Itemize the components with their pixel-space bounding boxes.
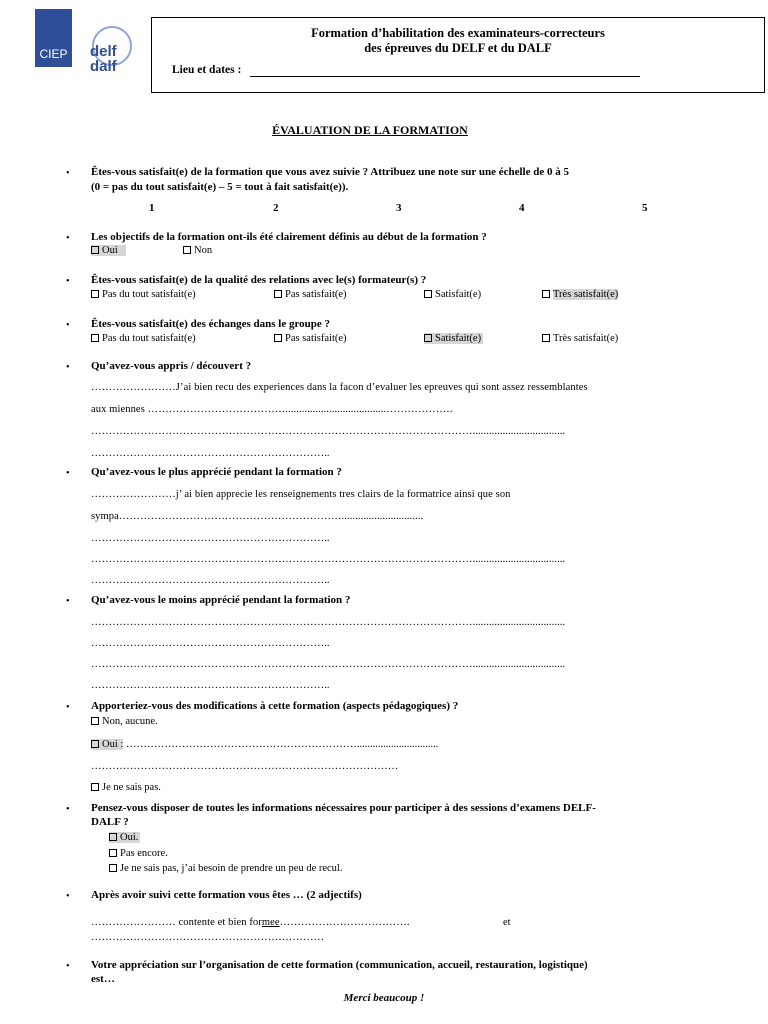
bullet: •	[66, 362, 70, 373]
q10-text: Après avoir suivi cette formation vous êtes … (2 adjectifs)	[91, 889, 362, 901]
q8-option-oui[interactable]	[91, 739, 438, 750]
q4-option-tres[interactable]	[542, 333, 618, 344]
q8-text: Apporteriez-vous des modifications à cette formation (aspects pédagogiques) ?	[91, 700, 459, 712]
q4-option-pas-du-tout[interactable]	[91, 333, 196, 344]
scale-5[interactable]: 5	[642, 202, 648, 214]
q5-answer-line[interactable]: ……………………J’ai bien recu des experiences dans la facon d’evaluer les epreuves qui sont assez ressemblantes	[91, 382, 588, 393]
q6-text: Qu’avez-vous le plus apprécié pendant la formation ?	[91, 466, 342, 478]
checkbox-icon	[424, 334, 432, 342]
bullet: •	[66, 596, 70, 607]
q11-line1: Votre appréciation sur l’organisation de cette formation (communication, accueil, restauration, logistique)	[91, 959, 588, 971]
bullet: •	[66, 276, 70, 287]
q9-option-nsp[interactable]	[109, 863, 342, 874]
q5-answer-line[interactable]: ………………………………………………………………………………………………..................................	[91, 426, 566, 437]
q5-answer-line[interactable]: …………………………………………………………..	[91, 448, 330, 459]
scale-2[interactable]: 2	[273, 202, 279, 214]
q9-option-oui-selected[interactable]	[109, 832, 140, 843]
q6-answer-line[interactable]: ………………………………………………………………………………………………..................................	[91, 554, 566, 565]
checkbox-icon	[91, 334, 99, 342]
q10-answer-b: mee	[261, 917, 280, 928]
q3-option-pas-du-tout[interactable]	[91, 289, 196, 300]
q2-option-oui[interactable]	[91, 245, 126, 256]
q7-answer-line[interactable]: …………………………………………………………..	[91, 680, 330, 691]
q2-option-non[interactable]	[183, 245, 212, 256]
q4-option-label: Pas du tout satisfait(e)	[102, 333, 196, 344]
q4-option-label: Satisfait(e)	[435, 333, 482, 344]
q5-text: Qu’avez-vous appris / découvert ?	[91, 360, 252, 372]
q8-oui-answer-line[interactable]: …………………………………………………………...............................	[125, 739, 439, 750]
q8-oui-label: Oui :	[102, 739, 124, 750]
delf-dalf-logo	[84, 30, 136, 75]
q4-option-label: Très satisfait(e)	[553, 333, 619, 344]
q3-option-label: Pas satisfait(e)	[285, 289, 347, 300]
bullet: •	[66, 233, 70, 244]
checkbox-icon	[274, 290, 282, 298]
q7-answer-line[interactable]: ………………………………………………………………………………………………..................................	[91, 659, 566, 670]
q6-answer-line[interactable]: …………………………………………………………..	[91, 533, 330, 544]
bullet: •	[66, 804, 70, 815]
q9-nsp-label: Je ne sais pas, j’ai besoin de prendre un peu de recul.	[120, 863, 343, 874]
q2-oui-label: Oui	[102, 245, 118, 256]
ciep-logo-text: CIEP	[39, 47, 68, 61]
checkbox-icon	[274, 334, 282, 342]
checkbox-icon	[91, 740, 99, 748]
header-title-line2: des épreuves du DELF et du DALF	[364, 41, 552, 55]
q10-dots: ……………………………….	[279, 917, 410, 928]
checkbox-icon	[109, 833, 117, 841]
bullet: •	[66, 168, 70, 179]
checkbox-icon	[542, 290, 550, 298]
q11-line2: est…	[91, 973, 115, 985]
q10-answer-a: contente et bien for	[175, 917, 262, 928]
q4-text: Êtes-vous satisfait(e) des échanges dans le groupe ?	[91, 318, 331, 330]
q3-text: Êtes-vous satisfait(e) de la qualité des relations avec le(s) formateur(s) ?	[91, 274, 427, 286]
header-box	[151, 17, 765, 93]
scale-3[interactable]: 3	[396, 202, 402, 214]
q7-answer-line[interactable]: ………………………………………………………………………………………………..................................	[91, 617, 566, 628]
header-title-line1: Formation d’habilitation des examinateurs-correcteurs	[311, 26, 605, 40]
q10-answer-line2[interactable]: …………………………………………………………	[91, 932, 325, 943]
q8-non-label: Non, aucune.	[102, 716, 158, 727]
scale-4[interactable]: 4	[519, 202, 525, 214]
q1-line1: Êtes-vous satisfait(e) de la formation que vous avez suivie ? Attribuez une note sur une échelle de 0 à 5	[91, 166, 569, 178]
q8-answer-line[interactable]: ……………………………………………………………………………	[91, 761, 399, 772]
q3-option-label: Satisfait(e)	[435, 289, 482, 300]
q3-option-label: Pas du tout satisfait(e)	[102, 289, 196, 300]
q3-option-label-selected: Très satisfait(e)	[553, 289, 619, 300]
q4-option-label: Pas satisfait(e)	[285, 333, 347, 344]
bullet: •	[66, 891, 70, 902]
q10-et: et	[503, 917, 511, 928]
q3-option-tres[interactable]	[542, 289, 618, 300]
checkbox-icon	[91, 717, 99, 725]
q10-answer-line[interactable]	[91, 917, 410, 928]
lieu-label: Lieu et dates :	[172, 64, 242, 76]
q9-oui-label: Oui.	[120, 832, 139, 843]
checkbox-icon	[91, 290, 99, 298]
q9-line2: DALF ?	[91, 816, 129, 828]
checkbox-icon	[109, 864, 117, 872]
bullet: •	[66, 320, 70, 331]
q9-encore-label: Pas encore.	[120, 848, 168, 859]
checkbox-icon	[91, 783, 99, 791]
bullet: •	[66, 468, 70, 479]
checkbox-icon	[109, 849, 117, 857]
q1-line2: (0 = pas du tout satisfait(e) – 5 = tout à fait satisfait(e)).	[91, 181, 349, 193]
q10-dots: ……………………	[91, 917, 176, 928]
delf-logo-text: delf dalf	[90, 43, 117, 75]
lieu-input-line[interactable]	[250, 76, 640, 77]
q4-option-pas[interactable]	[274, 333, 347, 344]
q9-line1: Pensez-vous disposer de toutes les informations nécessaires pour participer à des sessions d’examens DELF-	[91, 802, 596, 814]
checkbox-icon	[424, 290, 432, 298]
document-title: ÉVALUATION DE LA FORMATION	[272, 123, 468, 137]
q6-answer-line[interactable]: …………………………………………………………..	[91, 575, 330, 586]
checkbox-icon	[542, 334, 550, 342]
q9-option-pas-encore[interactable]	[109, 848, 168, 859]
q5-answer-line[interactable]: aux miennes ………………………………….....................................……………….	[91, 404, 453, 415]
q8-option-non[interactable]	[91, 716, 158, 727]
q3-option-pas[interactable]	[274, 289, 347, 300]
q2-non-label: Non	[194, 245, 213, 256]
scale-1[interactable]: 1	[149, 202, 155, 214]
bullet: •	[66, 702, 70, 713]
q7-text: Qu’avez-vous le moins apprécié pendant la formation ?	[91, 594, 351, 606]
q7-answer-line[interactable]: …………………………………………………………..	[91, 638, 330, 649]
q6-answer-line[interactable]: ……………………j’ ai bien apprecie les renseignements tres clairs de la formatrice ainsi que son	[91, 489, 511, 500]
bullet: •	[66, 961, 70, 972]
checkbox-icon	[183, 246, 191, 254]
merci-text: Merci beaucoup !	[343, 992, 425, 1004]
q6-answer-line[interactable]: sympa………………………………………………………..............................	[91, 511, 424, 522]
checkbox-icon	[91, 246, 99, 254]
ciep-logo	[35, 9, 72, 67]
q2-text: Les objectifs de la formation ont-ils été clairement définis au début de la formation ?	[91, 231, 487, 243]
q3-option-satisfait[interactable]	[424, 289, 481, 300]
q8-option-nsp[interactable]	[91, 782, 161, 793]
q8-nsp-label: Je ne sais pas.	[102, 782, 161, 793]
q4-option-satisfait-selected[interactable]	[424, 333, 483, 344]
